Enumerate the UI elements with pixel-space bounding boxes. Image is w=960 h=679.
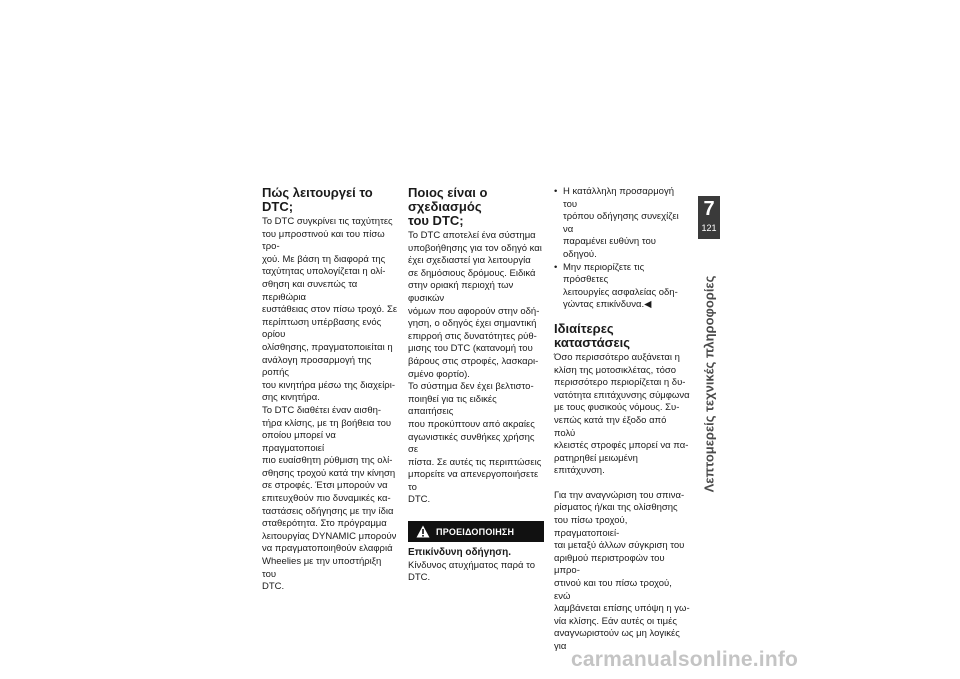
paragraph: Το DTC διαθέτει έναν αισθη- τήρα κλίσης, με τη βοήθεια του οποίου μπορεί να πραγματοποιεί πιο ευαίσθητη ρύθμιση της ολί- σθησης τροχού κατά την κίνηση σε στροφές. Έτσι μπορούν να επιτευχθούν πιο δυναμικές κα- ταστάσεις οδήγησης με την ίδια σταθερότητα. Στο πρόγραμμα λειτουργίας DYNAMIC μπορούν να πραγματοποιηθούν ελαφριά Wheelies με την υποστήριξη του DTC. [262,404,397,593]
bullet-list [554,186,690,312]
warning-banner [408,521,544,542]
paragraph: Το σύστημα δεν έχει βελτιστο- ποιηθεί για τις ειδικές απαιτήσεις που προκύπτουν από ακραίες αγωνιστικές συνθήκες χρήσης σε πίστα. Σε αυτές τις περιπτώσεις μπορείτε να απενεργοποιήσετε το DTC. [408,381,542,506]
paragraph: Για την αναγνώριση του σπινα- ρίσματος ή/και της ολίσθησης του πίσω τροχού, πραγματοποιεί- ται μεταξύ άλλων σύγκριση του αριθμού περιστροφών του μπρο- στινού και του πίσω τροχού, ενώ λαμβάνεται επίσης υπόψη η γω- νία κλίσης. Εάν αυτές οι τιμές αναγνωριστούν ως μη λογικές για [554,489,690,652]
paragraph: Το DTC αποτελεί ένα σύστημα υποβοήθησης για τον οδηγό και έχει σχεδιαστεί για λειτουργία σε δημόσιους δρόμους. Ειδικά στην οριακή περιοχή των φυσικών νόμων που αφορούν στην οδή- γηση, ο οδηγός έχει σημαντική επιρροή στις δυνατότητες ρύθ- μισης του DTC (κατανομή του βάρους στις στροφές, λασκαρι- σμένο φορτίο). [408,230,542,380]
warning-triangle-icon [416,525,430,538]
chapter-tab [698,196,720,239]
paragraph: Όσο περισσότερο αυξάνεται η κλίση της μοτοσικλέτας, τόσο περισσότερο περιορίζεται η δυ- νατότητα επιτάχυνσης σύμφωνα με τους φυσικούς νόμους. Συ- νεπώς κατά την έξοδο από πολύ κλειστές στροφές μπορεί να πα- ρατηρηθεί μειωμένη επιτάχυνση. [554,351,690,477]
column-2 [408,186,544,585]
chapter-title-vertical: Λεπτομερείς τεχνικές πληροφορίες [701,275,717,493]
warning-heading: Επικίνδυνη οδήγηση. [408,547,512,559]
heading-dtc-design: Ποιος είναι ο σχεδιασμός του DTC; [408,185,488,228]
warning-text: Κίνδυνος ατυχήματος παρά το DTC. [408,559,536,584]
heading-how-dtc-works: Πώς λειτουργεί το DTC; [262,185,373,214]
warning-label: ΠΡΟΕΙΔΟΠΟΙΗΣΗ [436,526,515,537]
column-3 [554,186,690,654]
watermark: carmanualsonline.info [571,648,799,671]
page-number: 121 [701,223,717,233]
column-1 [262,186,398,594]
list-item: • Η κατάλληλη προσαρμογή του τρόπου οδήγησης συνεχίζει να παραμένει ευθύνη του οδηγού. [554,186,690,262]
heading-special-situations: Ιδιαίτερες καταστάσεις [554,320,631,350]
paragraph: Το DTC συγκρίνει τις ταχύτητες του μπροστινού και του πίσω τρο- χού. Με βάση τη διαφορά της ταχύτητας υπολογίζεται η ολί- σθηση και συνεπώς τα περιθώρια ευστάθειας στον πίσω τροχό. Σε περίπτωση υπέρβασης ενός ορίου ολίσθησης, πραγματοποιείται η ανάλογη προσαρμογή της ροπής του κινητήρα μέσω της διαχείρι- σης κινητήρα. [262,216,398,404]
chapter-number: 7 [703,198,715,220]
list-item: • Μην περιορίζετε τις πρόσθετες λειτουργίες ασφαλείας οδη- γώντας επικίνδυνα.◀ [554,262,690,312]
